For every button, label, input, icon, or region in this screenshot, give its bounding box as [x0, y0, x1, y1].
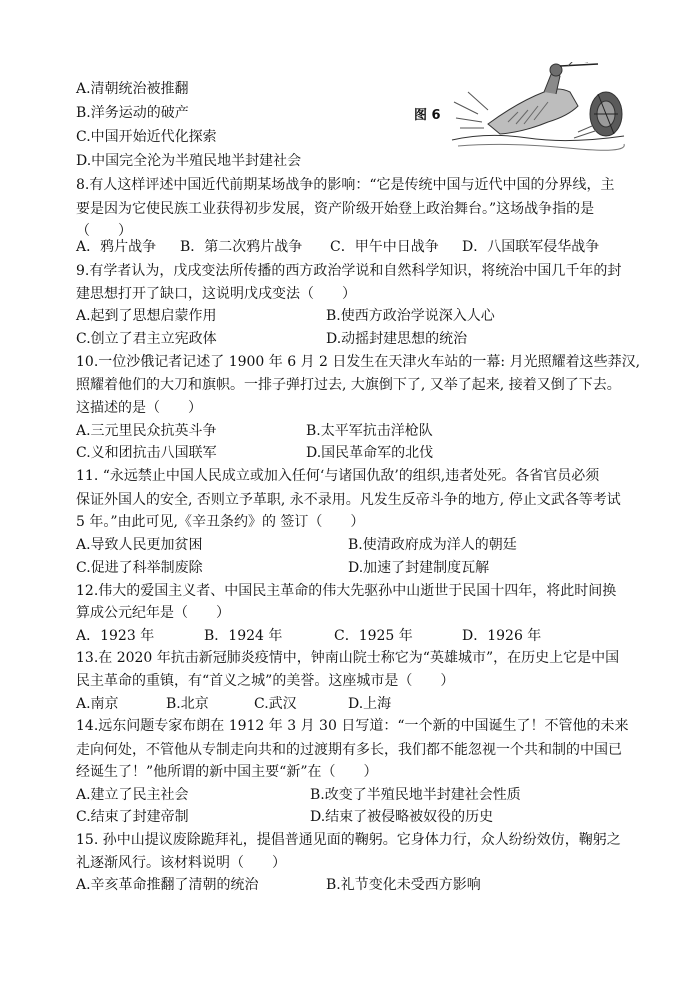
q12-stem-line-2: 算成公元纪年是（ ） — [76, 605, 230, 621]
q10-stem-line-1: 10.一位沙俄记者记述了 1900 年 6 月 2 日发生在天津火车站的一幕: 月光照耀着这些莽汉, — [76, 354, 641, 370]
q8-stem-line-1: 8.有人这样评述中国近代前期某场战争的影响：“它是传统中国与近代中国的分界线，主 — [76, 177, 615, 193]
q9-option-b: B.使西方政治学说深入人心 — [326, 308, 495, 324]
q14-option-c: C.结束了封建帝制 — [76, 809, 189, 825]
q9-stem-line-1: 9.有学者认为，戊戌变法所传播的西方政治学说和自然科学知识，将统治中国几千年的封 — [76, 263, 622, 279]
q8-stem-line-2: 要是因为它使民族工业获得初步发展，资产阶级开始登上政治舞台。”这场战争指的是 — [76, 201, 595, 217]
q7-option-b: B.洋务运动的破产 — [76, 105, 189, 121]
q13-stem-line-2: 民主革命的重镇，有“首义之城”的美誉。这座城市是（ ） — [76, 673, 455, 689]
q8-option-a: A．鸦片战争 — [76, 239, 157, 255]
q9-option-d: D.动摇封建思想的统治 — [326, 331, 468, 347]
q13-option-c: C.武汉 — [254, 696, 297, 712]
q12-option-b: B．1924 年 — [204, 628, 283, 644]
q15-stem-line-1: 15. 孙中山提议废除跪拜礼，提倡普通见面的鞠躬。它身体力行，众人纷纷效仿，鞠躬之 — [76, 832, 621, 848]
q11-option-c: C.促进了科举制废除 — [76, 560, 203, 576]
q8-stem-line-3: （ ） — [76, 223, 132, 239]
q11-stem-line-3: 5 年。”由此可见,《辛丑条约》的 签订（ ） — [76, 514, 365, 530]
q10-option-c: C.义和团抗击八国联军 — [76, 445, 217, 461]
q12-stem-line-1: 12.伟大的爱国主义者、中国民主革命的伟大先驱孙中山逝世于民国十四年，将此时间换 — [76, 583, 617, 599]
q14-stem-line-1: 14.远东问题专家布朗在 1912 年 3 月 30 日写道：“一个新的中国诞生了！不管他的未来 — [76, 718, 629, 734]
q11-option-a: A.导致人民更加贫困 — [76, 537, 203, 553]
q11-stem-line-2: 保证外国人的安全, 否则立予革职, 永不录用。凡发生反帝斗争的地方, 停止文武各等考试 — [76, 492, 621, 508]
q14-stem-line-2: 走向何处，不管他从专制走向共和的过渡期有多长，我们都不能忽视一个共和制的中国已 — [76, 742, 622, 758]
q10-option-a: A.三元里民众抗英斗争 — [76, 423, 217, 439]
q7-option-a: A.清朝统治被推翻 — [76, 81, 189, 97]
q12-option-a: A．1923 年 — [76, 628, 155, 644]
q10-stem-line-2: 照耀着他们的大刀和旗帜。一排子弹打过去, 大旗倒下了, 又举了起来, 接着又倒了下去。 — [76, 377, 621, 393]
q15-option-a: A.辛亥革命推翻了清朝的统治 — [76, 877, 259, 893]
q11-option-d: D.加速了封建制度瓦解 — [348, 560, 490, 576]
q13-option-d: D.上海 — [348, 696, 392, 712]
q11-stem-line-1: 11. “永远禁止中国人民成立或加入任何‘与诸国仇敌’的组织,违者处死。各省官员必须 — [76, 468, 600, 484]
q14-option-b: B.改变了半殖民地半封建社会性质 — [310, 787, 521, 803]
q7-option-d: D.中国完全沦为半殖民地半封建社会 — [76, 153, 302, 169]
q13-option-b: B.北京 — [166, 696, 209, 712]
q15-stem-line-2: 礼逐渐风行。该材料说明（ ） — [76, 855, 286, 871]
q15-option-b: B.礼节变化未受西方影响 — [326, 877, 481, 893]
q10-option-d: D.国民革命军的北伐 — [306, 445, 434, 461]
q10-option-b: B.太平军抗击洋枪队 — [306, 423, 433, 439]
q10-stem-line-3: 这描述的是（ ） — [76, 400, 202, 416]
q12-option-d: D．1926 年 — [462, 628, 542, 644]
q14-option-d: D.结束了被侵略被奴役的历史 — [310, 809, 494, 825]
q13-option-a: A.南京 — [76, 696, 119, 712]
q14-stem-line-3: 经诞生了！”他所谓的新中国主要“新”在（ ） — [76, 764, 378, 780]
q9-stem-line-2: 建思想打开了缺口，这说明戊戌变法（ ） — [76, 286, 356, 302]
q12-option-c: C．1925 年 — [334, 628, 413, 644]
q8-option-b: B．第二次鸦片战争 — [180, 239, 303, 255]
q9-option-a: A.起到了思想启蒙作用 — [76, 308, 217, 324]
q13-stem-line-1: 13.在 2020 年抗击新冠肺炎疫情中，钟南山院士称它为“英雄城市”，在历史上它是中国 — [76, 650, 620, 666]
battle-illustration — [448, 62, 628, 154]
figure-label: 图 6 — [414, 108, 441, 123]
q8-option-c: C．甲午中日战争 — [330, 239, 439, 255]
q9-option-c: C.创立了君主立宪政体 — [76, 331, 217, 347]
q8-option-d: D．八国联军侵华战争 — [462, 239, 600, 255]
q11-option-b: B.使清政府成为洋人的朝廷 — [348, 537, 517, 553]
q14-option-a: A.建立了民主社会 — [76, 787, 189, 803]
q7-option-c: C.中国开始近代化探索 — [76, 129, 217, 145]
